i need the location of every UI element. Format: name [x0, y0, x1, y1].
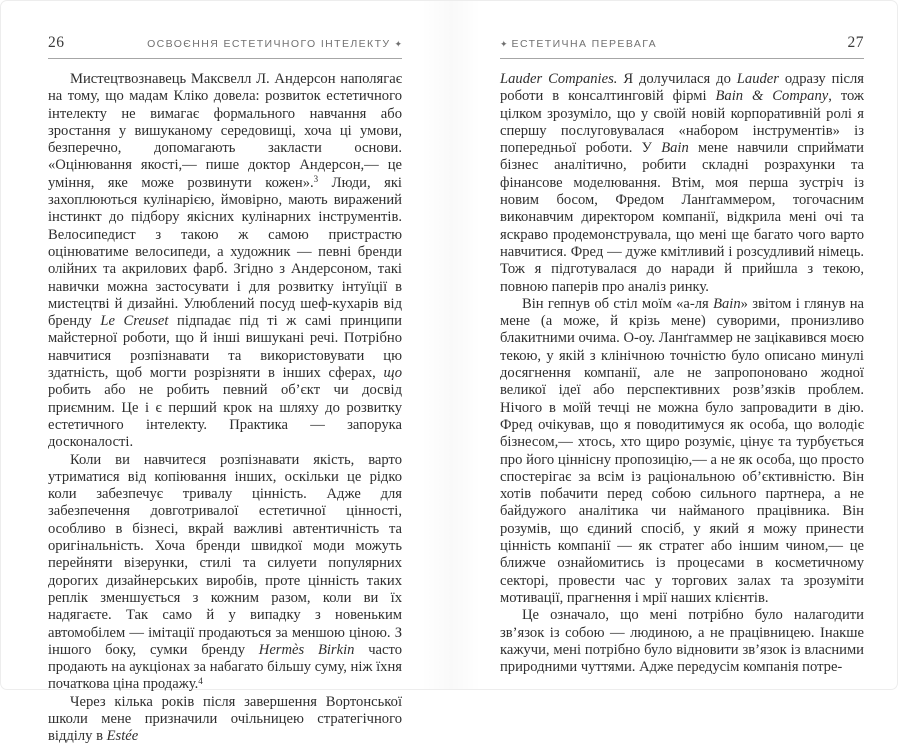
paragraph: Мистецтвознавець Максвелл Л. Андерсон наполягає на тому, що мадам Кліко довела: розвиток естетичного інтелекту не вимагає формального навчання або зростання у вишуканому середовищі, хоча ці умови, безперечно, допомагають закласти основи. «Оцінювання якості,— пише доктор Андерсон,— це уміння, яке може розвинути кожен».$^3$ Люди, які захоплюються кулінарією, ймовірно, мають виражений інстинкт до підбору якісних кулінарних інструментів. Велосипедист з такою ж самою пристрастю оцінюватиме велосипеди, а художник — певні бренди олійних та акрилових фарб. Згідно з Андерсоном, такі навички можна застосувати і для розвитку інтуїції в мистецтві й дизайні. Улюблений посуд шеф-кухарів від бренду Le Creuset підпадає під ті ж самі принципи майстерної роботи, що й інші вишукані речі. Потрібно навчитися розпізнавати та використовувати цю здатність, щоб могти розрізняти в інших сферах, що робить або не робить певний об’єкт чи досвід приємним. Це і є перший крок на шляху до розвитку естетичного інтелекту. Практика — запорука досконалості.: [48, 71, 402, 451]
page-left-body: [48, 71, 402, 746]
page-right: [500, 1, 864, 689]
page-number-right: 27: [847, 34, 864, 51]
page-right-body: [500, 71, 864, 676]
paragraph: Коли ви навчитеся розпізнавати якість, варто утриматися від копіювання інших, оскільки це рідко коли забезпечує тривалу цінність. Адже для забезпечення довготривалої естетичної цінності, особливо в бізнесі, вкрай важливі автентичність та оригінальність. Хоча бренди швидкої моди можуть перейняти візерунки, стилі та силуети популярних дорогих дизайнерських виробів, проте цінність таких реплік зменшується з кожним разом, коли ви їх надягаєте. Так само й у випадку з новеньким автомобілем — імітації продаються за меншою ціною. З іншого боку, сумки бренду Hermès Birkin часто продають на аукціонах за набагато більшу суму, ніж їхня початкова ціна продажу.$^4$: [48, 451, 402, 693]
paragraph: Lauder Companies. Я долучилася до Lauder одразу після роботи в консалтинговій фірмі Bain & Company, тож цілком зрозуміло, що у своїй новій корпоративній ролі я спершу послуговувалася «набором інструментів» із попередньої роботи. У Bain мене навчили сприймати бізнес аналітично, робити складні розрахунки та фінансове моделювання. Втім, моя перша зустріч із новим босом, Фредом Ланґгаммером, тогочасним виконавчим директором компанії, відкрила мені очі та яскраво продемонструвала, що мені ще багато чого варто навчитися. Фред — дуже кмітливий і розсудливий німець. Тож я підготувалася до наради й прийшла з текою, повною паперів про аналіз ринку.: [500, 71, 865, 295]
page-right-header: [500, 34, 864, 59]
paragraph: Він гепнув об стіл моїм «а-ля Bain» звітом і глянув на мене (а може, й крізь мене) суворими, пронизливо блакитними очима. О-оу. Ланґгаммер не зацікавився моєю текою, у якій з клінічною точністю було описано минулі досягнення компанії, але не запропоновано жодної великої ідеї або перспективних розв’язків проблем. Нічого в моїй течці не можна було запровадити в дію. Фред очікував, що я поводитимуся як особа, що володіє бізнесом,— хтось, хто щиро розуміє, цінує та турбується про його ціннісну пропозицію,— а не як особа, що просто спостерігає за всім із раціональною об’єктивністю. Він хотів побачити перед собою сильного партнера, а не байдужого аналітика чи найманого працівника. Він розумів, що єдиний спосіб, у який я можу принести цінність компанії — як стратег або іншим чином,— це ближче ознайомитись із процесами в косметичному секторі, провести час у торгових залах та зрозуміти мотивації, прагнення і мрії наших клієнтів.: [500, 295, 865, 606]
running-header-left-text: ОСВОЄННЯ ЕСТЕТИЧНОГО ІНТЕЛЕКТУ: [147, 38, 391, 50]
page-left-header: [48, 34, 402, 59]
diamond-ornament-icon: ✦: [500, 39, 508, 49]
running-header-right: [500, 38, 657, 50]
running-header-right-text: ЕСТЕТИЧНА ПЕРЕВАГА: [511, 38, 658, 50]
page-left: [48, 1, 402, 745]
page-number-left: 26: [48, 34, 65, 51]
paragraph: Це означало, що мені потрібно було налагодити зв’язок із собою — людиною, а не працівницею. Інакше кажучи, мені потрібно було відновити зв’язок із власними природними чуттями. Адже передусім компанія потре-: [500, 607, 864, 676]
footnote-marker: 4: [198, 675, 203, 686]
running-header-left: [147, 38, 402, 50]
page-gutter: [421, 1, 481, 689]
paragraph: Через кілька років після завершення Вортонської школи мене призначили очільницею стратегічного відділу в Estée: [48, 693, 402, 745]
footnote-marker: 3: [313, 174, 319, 185]
diamond-ornament-icon: ✦: [394, 39, 402, 49]
